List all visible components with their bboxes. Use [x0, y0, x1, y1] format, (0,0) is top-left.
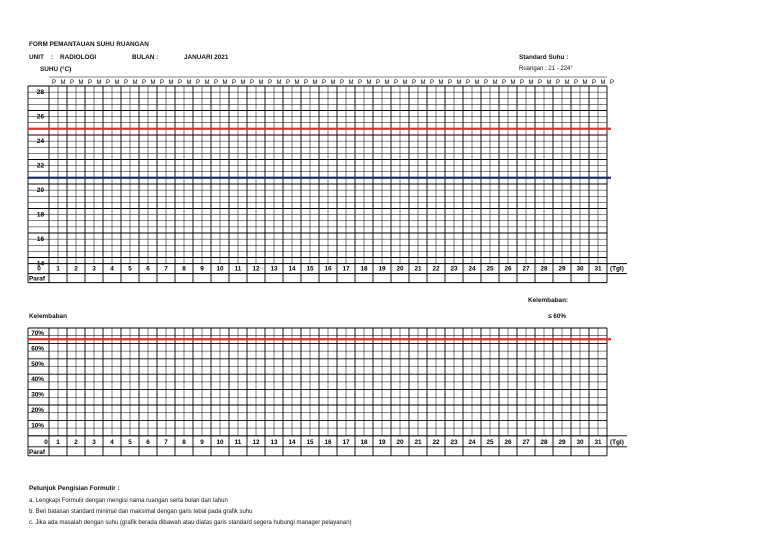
shift-label: M [348, 80, 354, 86]
day-label: 12 [252, 438, 260, 446]
y-tick-label: 24 [36, 138, 44, 145]
shift-label: P [339, 80, 345, 86]
shift-label: M [564, 80, 570, 86]
shift-label: P [213, 80, 219, 86]
y-tick-label: 10% [31, 422, 44, 430]
day-label: 9 [200, 265, 204, 273]
day-label: 2 [74, 438, 78, 446]
y-tick-label: 20 [36, 187, 44, 194]
day-label: 4 [110, 265, 114, 273]
standard-suhu-value: Ruangan : 21 - 224° [519, 66, 573, 72]
shift-label: P [303, 80, 309, 86]
shift-label: M [420, 80, 426, 86]
y-tick-label: 40% [31, 376, 44, 384]
shift-label: M [312, 80, 318, 86]
x-unit-label: (Tgl) [610, 438, 624, 446]
bulan-value: JANUARI 2021 [184, 54, 229, 61]
paraf-label: Paraf [29, 448, 45, 456]
shift-label: M [168, 80, 174, 86]
day-label: 8 [182, 265, 186, 273]
shift-label: P [195, 80, 201, 86]
day-label: 21 [414, 438, 422, 446]
day-label: 27 [522, 265, 530, 273]
shift-label: M [222, 80, 228, 86]
shift-label: M [78, 80, 84, 86]
day-label: 13 [270, 265, 278, 273]
day-label: 17 [342, 438, 350, 446]
y-tick-label: 70% [31, 330, 44, 337]
day-label: 9 [200, 438, 204, 446]
day-label: 25 [486, 265, 494, 273]
day-label: 30 [576, 265, 584, 273]
day-label: 31 [594, 438, 602, 446]
day-label: 22 [432, 265, 440, 273]
instruction-item-c: c. Jika ada masalah dengan suhu (grafik berada dibawah atau diatas garis standard segera hubungi manager pelayanan) [29, 520, 352, 526]
shift-label: P [429, 80, 435, 86]
day-label: 6 [146, 438, 150, 446]
day-label: 14 [288, 265, 296, 273]
shift-label: P [87, 80, 93, 86]
day-label: 26 [504, 438, 512, 446]
day-label: 1 [56, 265, 60, 273]
day-label: 19 [378, 438, 386, 446]
shift-label: P [321, 80, 327, 86]
shift-label: M [96, 80, 102, 86]
shift-label: M [402, 80, 408, 86]
day-label: 20 [396, 265, 404, 273]
day-label: 7 [164, 265, 168, 273]
shift-label: P [501, 80, 507, 86]
day-label: 20 [396, 438, 404, 446]
shift-label: P [447, 80, 453, 86]
day-label: 7 [164, 438, 168, 446]
shift-label: P [375, 80, 381, 86]
day-label: 3 [92, 438, 96, 446]
day-label: 18 [360, 265, 368, 273]
unit-separator: : [51, 54, 54, 61]
day-label: 30 [576, 438, 584, 446]
day-label: 15 [306, 265, 314, 273]
day-label: 14 [288, 438, 296, 446]
day-label: 28 [540, 438, 548, 446]
unit-value: RADIOLOGI [60, 54, 97, 61]
y-tick-label: 50% [31, 360, 44, 368]
shift-label: M [240, 80, 246, 86]
shift-label: P [609, 80, 615, 86]
day-label: 21 [414, 265, 422, 273]
day-label: 10 [216, 265, 224, 273]
shift-label: P [141, 80, 147, 86]
shift-label: M [384, 80, 390, 86]
shift-label: M [438, 80, 444, 86]
day-label: 31 [594, 265, 602, 273]
day-label: 29 [558, 265, 566, 273]
day-label: 29 [558, 438, 566, 446]
day-label: 25 [486, 438, 494, 446]
shift-label: M [582, 80, 588, 86]
day-label: 23 [450, 438, 458, 446]
shift-label: P [249, 80, 255, 86]
shift-label: P [159, 80, 165, 86]
day-label: 11 [234, 265, 242, 273]
y-tick-label: 20% [31, 407, 44, 414]
instruction-item-b: b. Beri batasan standard minimal dan maksimal dengan garis tebal pada grafik suhu [29, 509, 253, 515]
shift-label: P [393, 80, 399, 86]
day-label: 17 [342, 265, 350, 273]
y-tick-label: 22 [36, 162, 44, 170]
day-label: 16 [324, 265, 332, 273]
day-label: 11 [234, 438, 242, 446]
y-tick-label: 26 [36, 113, 44, 121]
day-label: 18 [360, 438, 368, 446]
day-label: 15 [306, 438, 314, 446]
day-label: 13 [270, 438, 278, 446]
shift-label: M [204, 80, 210, 86]
shift-label: M [258, 80, 264, 86]
shift-label: P [591, 80, 597, 86]
shift-label: M [294, 80, 300, 86]
day-label: 24 [468, 265, 476, 273]
shift-label: M [114, 80, 120, 86]
shift-label: M [528, 80, 534, 86]
shift-label: M [276, 80, 282, 86]
shift-label: P [411, 80, 417, 86]
shift-label: M [510, 80, 516, 86]
shift-label: P [357, 80, 363, 86]
day-label: 16 [324, 438, 332, 446]
unit-label: UNIT [29, 54, 44, 61]
bulan-label: BULAN : [132, 54, 159, 61]
day-label: 28 [540, 265, 548, 273]
paraf-label: Paraf [29, 275, 45, 283]
day-label: 24 [468, 438, 476, 446]
shift-label: M [492, 80, 498, 86]
shift-label: M [600, 80, 606, 86]
shift-label: P [69, 80, 75, 86]
shift-label: P [519, 80, 525, 86]
humidity-standard-label: Kelembaban: [528, 297, 569, 304]
humidity-standard-value: ≤ 60% [548, 313, 567, 320]
day-label: 4 [110, 438, 114, 446]
shift-label: P [231, 80, 237, 86]
shift-label: P [555, 80, 561, 86]
shift-label: P [465, 80, 471, 86]
shift-label: P [483, 80, 489, 86]
day-label: 6 [146, 265, 150, 273]
shift-label: P [267, 80, 273, 86]
zero-label: 0 [44, 438, 48, 446]
day-label: 10 [216, 438, 224, 446]
shift-label: M [474, 80, 480, 86]
day-label: 3 [92, 265, 96, 273]
day-label: 23 [450, 265, 458, 273]
day-label: 1 [56, 438, 60, 446]
y-tick-label: 18 [36, 211, 44, 219]
shift-label: P [123, 80, 129, 86]
form-title: FORM PEMANTAUAN SUHU RUANGAN [29, 41, 149, 48]
shift-label: P [105, 80, 111, 86]
shift-label: M [330, 80, 336, 86]
shift-label: P [51, 80, 57, 86]
shift-label: M [186, 80, 192, 86]
humidity-axis-label: Kelembaban [29, 313, 68, 320]
day-label: 2 [74, 265, 78, 273]
shift-label: P [537, 80, 543, 86]
shift-label: M [456, 80, 462, 86]
y-tick-label: 14 [36, 260, 44, 268]
shift-label: M [150, 80, 156, 86]
day-label: 5 [128, 265, 132, 273]
x-unit-label: (Tgl) [610, 265, 624, 273]
shift-label: P [285, 80, 291, 86]
day-label: 27 [522, 438, 530, 446]
day-label: 5 [128, 438, 132, 446]
day-label: 22 [432, 438, 440, 446]
shift-label: M [60, 80, 66, 86]
y-tick-label: 16 [36, 236, 44, 243]
day-label: 26 [504, 265, 512, 273]
shift-label: M [366, 80, 372, 86]
shift-label: M [132, 80, 138, 86]
day-label: 19 [378, 265, 386, 273]
instruction-item-a: a. Lengkapi Formulir dengan mengisi nama ruangan serta bulan dan tahun [29, 498, 228, 504]
standard-suhu-label: Standard Suhu : [519, 54, 569, 61]
shift-label: P [177, 80, 183, 86]
shift-label: M [546, 80, 552, 86]
shift-label: P [573, 80, 579, 86]
y-tick-label: 28 [36, 89, 44, 96]
y-tick-label: 30% [31, 391, 44, 399]
temperature-axis-label: SUHU (°C) [40, 66, 72, 73]
y-tick-label: 60% [31, 345, 44, 353]
instructions-title: Petunjuk Pengisian Formulir : [29, 485, 120, 492]
day-label: 8 [182, 438, 186, 446]
day-label: 12 [252, 265, 260, 273]
zero-label: 0 [37, 265, 41, 273]
